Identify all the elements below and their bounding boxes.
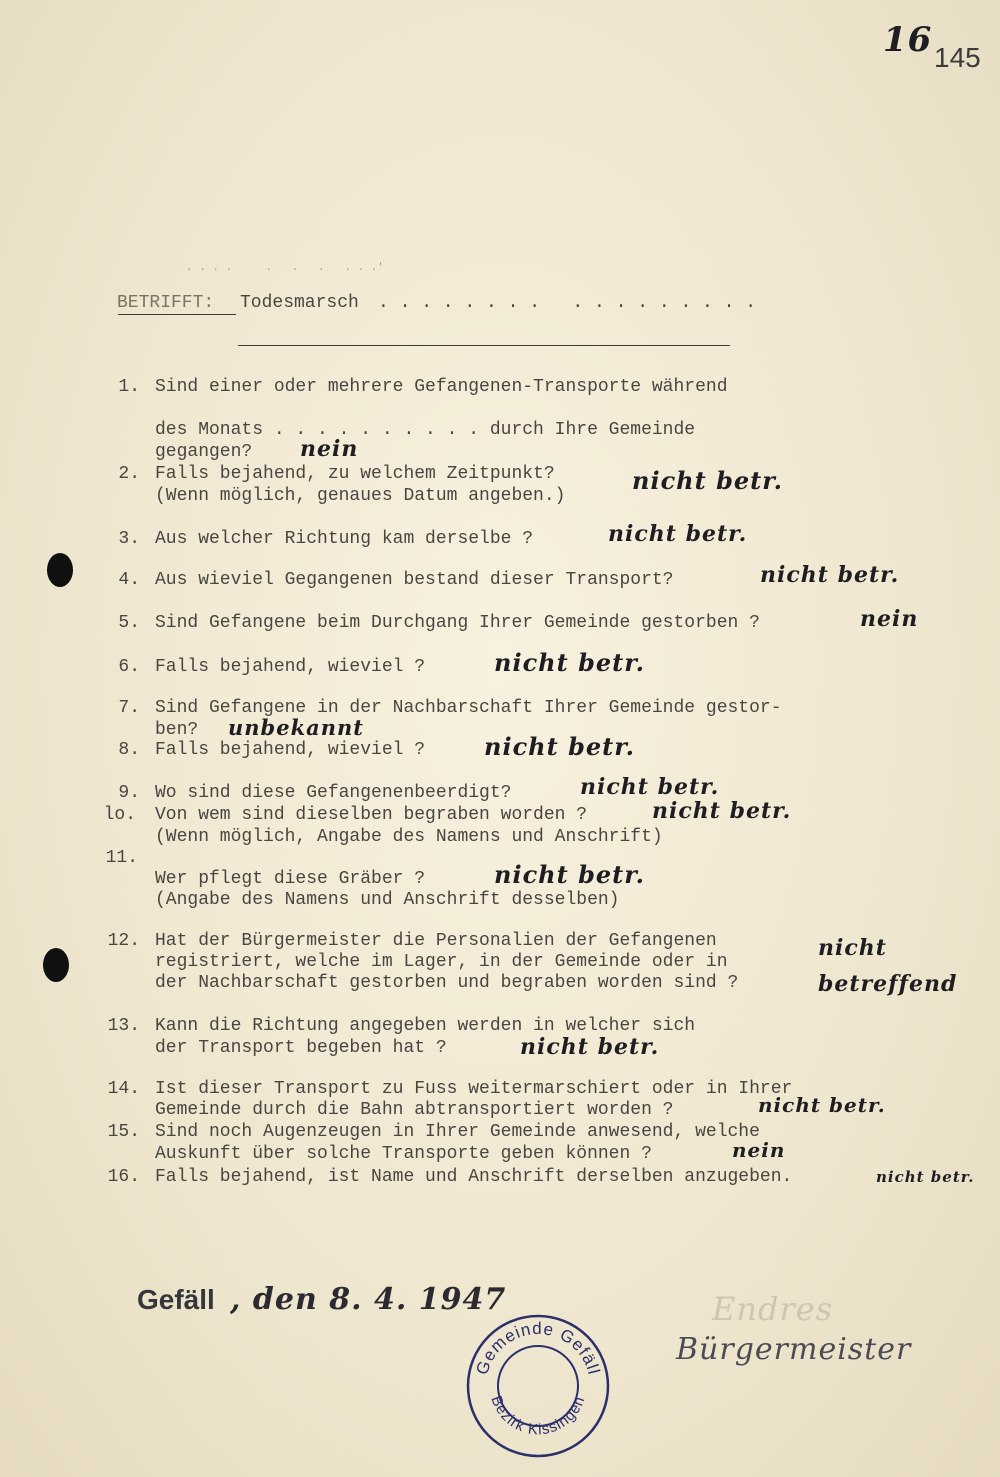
question-4-line-1: Aus wieviel Gegangenen bestand dieser Transport?	[155, 570, 674, 590]
question-12-answer: nicht betreffend	[818, 935, 958, 997]
question-13-answer: nicht betr.	[520, 1034, 660, 1060]
official-title: Bürgermeister	[676, 1332, 912, 1367]
subject-dots: . . . . . . . . . . . . . . . . .	[378, 293, 757, 313]
question-8-line-1: Falls bejahend, wieviel ?	[155, 740, 426, 760]
municipal-seal	[462, 1310, 614, 1462]
question-11-line-2: (Angabe des Namens und Anschrift desselben)	[155, 890, 620, 910]
question-12-line-1: Hat der Bürgermeister die Personalien der Gefangenen	[155, 931, 717, 951]
question-8-number: 8.	[118, 740, 140, 760]
separator-rule	[238, 345, 730, 346]
question-11-line-1: Wer pflegt diese Gräber ?	[155, 869, 426, 889]
question-1-line-1: Sind einer oder mehrere Gefangenen-Transporte während	[155, 377, 728, 397]
question-11-number: 11.	[105, 848, 138, 868]
question-16-number: 16.	[107, 1167, 140, 1187]
question-14-line-2: Gemeinde durch die Bahn abtransportiert worden ?	[155, 1100, 674, 1120]
question-7-line-1: Sind Gefangene in der Nachbarschaft Ihrer Gemeinde gestor-	[155, 698, 782, 718]
seal-top-text: Gemeinde Gefäll	[472, 1318, 604, 1378]
question-9-number: 9.	[118, 783, 140, 803]
svg-text:Bezirk Kissingen	[487, 1393, 588, 1438]
question-10-answer: nicht betr.	[652, 798, 792, 824]
question-1-line-3: gegangen?	[155, 442, 253, 462]
question-11-answer: nicht betr.	[494, 860, 646, 889]
punch-hole-upper	[47, 553, 73, 587]
question-12-number: 12.	[107, 931, 140, 951]
question-2-line-2: (Wenn möglich, genaues Datum angeben.)	[155, 486, 566, 506]
folio-stamped: 145	[934, 42, 981, 73]
place-name: Gefäll	[137, 1284, 215, 1315]
question-14-number: 14.	[107, 1079, 140, 1099]
punch-hole-lower	[43, 948, 69, 982]
question-3-line-1: Aus welcher Richtung kam derselbe ?	[155, 529, 534, 549]
svg-text:Gemeinde Gefäll	[472, 1319, 603, 1377]
question-3-answer: nicht betr.	[608, 521, 748, 547]
question-1-answer: nein	[300, 436, 359, 462]
question-14-line-1: Ist dieser Transport zu Fuss weitermarschiert oder in Ihrer	[155, 1079, 793, 1099]
question-7-answer: unbekannt	[228, 715, 364, 740]
question-7-line-2: ben?	[155, 720, 199, 740]
question-16-answer: nicht betr.	[876, 1168, 975, 1186]
question-15-number: 15.	[107, 1122, 140, 1142]
date-handwritten: , den 8. 4. 1947	[230, 1282, 507, 1317]
question-12-line-3: der Nachbarschaft gestorben und begraben worden sind ?	[155, 973, 739, 993]
subject-label: BETRIFFT:	[117, 293, 215, 313]
faint-typed-dots: . . . . . . . . . .'	[186, 262, 385, 274]
question-7-number: 7.	[118, 698, 140, 718]
question-5-number: 5.	[118, 613, 140, 633]
question-5-answer: nein	[860, 606, 919, 632]
question-1-number: 1.	[118, 377, 140, 397]
question-4-answer: nicht betr.	[760, 562, 900, 588]
folio-handwritten: 16	[883, 20, 933, 60]
question-10-number: lo.	[103, 805, 136, 825]
question-4-number: 4.	[118, 570, 140, 590]
question-13-line-1: Kann die Richtung angegeben werden in welcher sich	[155, 1016, 696, 1036]
question-15-line-1: Sind noch Augenzeugen in Ihrer Gemeinde anwesend, welche	[155, 1122, 760, 1142]
question-3-number: 3.	[118, 529, 140, 549]
question-6-number: 6.	[118, 657, 140, 677]
question-13-number: 13.	[107, 1016, 140, 1036]
question-2-line-1: Falls bejahend, zu welchem Zeitpunkt?	[155, 464, 555, 484]
question-15-answer: nein	[732, 1138, 786, 1162]
question-10-line-2: (Wenn möglich, Angabe des Namens und Anschrift)	[155, 827, 663, 847]
signature: Endres	[712, 1290, 834, 1328]
question-10-line-1: Von wem sind dieselben begraben worden ?	[155, 805, 588, 825]
subject-underline	[118, 314, 236, 315]
question-1-line-2: des Monats . . . . . . . . . . durch Ihre Gemeinde	[155, 420, 696, 440]
question-8-answer: nicht betr.	[484, 732, 636, 761]
question-6-line-1: Falls bejahend, wieviel ?	[155, 657, 426, 677]
question-5-line-1: Sind Gefangene beim Durchgang Ihrer Gemeinde gestorben ?	[155, 613, 760, 633]
question-16-line-1: Falls bejahend, ist Name und Anschrift derselben anzugeben.	[155, 1167, 793, 1187]
seal-bottom-text: Bezirk Kissingen	[487, 1393, 589, 1439]
question-6-answer: nicht betr.	[494, 648, 646, 677]
question-2-answer: nicht betr.	[632, 466, 784, 495]
question-2-number: 2.	[118, 464, 140, 484]
question-9-line-1: Wo sind diese Gefangenenbeerdigt?	[155, 783, 512, 803]
question-15-line-2: Auskunft über solche Transporte geben können ?	[155, 1144, 652, 1164]
question-14-answer: nicht betr.	[758, 1093, 886, 1117]
question-9-answer: nicht betr.	[580, 774, 720, 800]
question-13-line-2: der Transport begeben hat ?	[155, 1038, 447, 1058]
question-12-line-2: registriert, welche im Lager, in der Gemeinde oder in	[155, 952, 728, 972]
subject-value: Todesmarsch	[240, 293, 359, 313]
